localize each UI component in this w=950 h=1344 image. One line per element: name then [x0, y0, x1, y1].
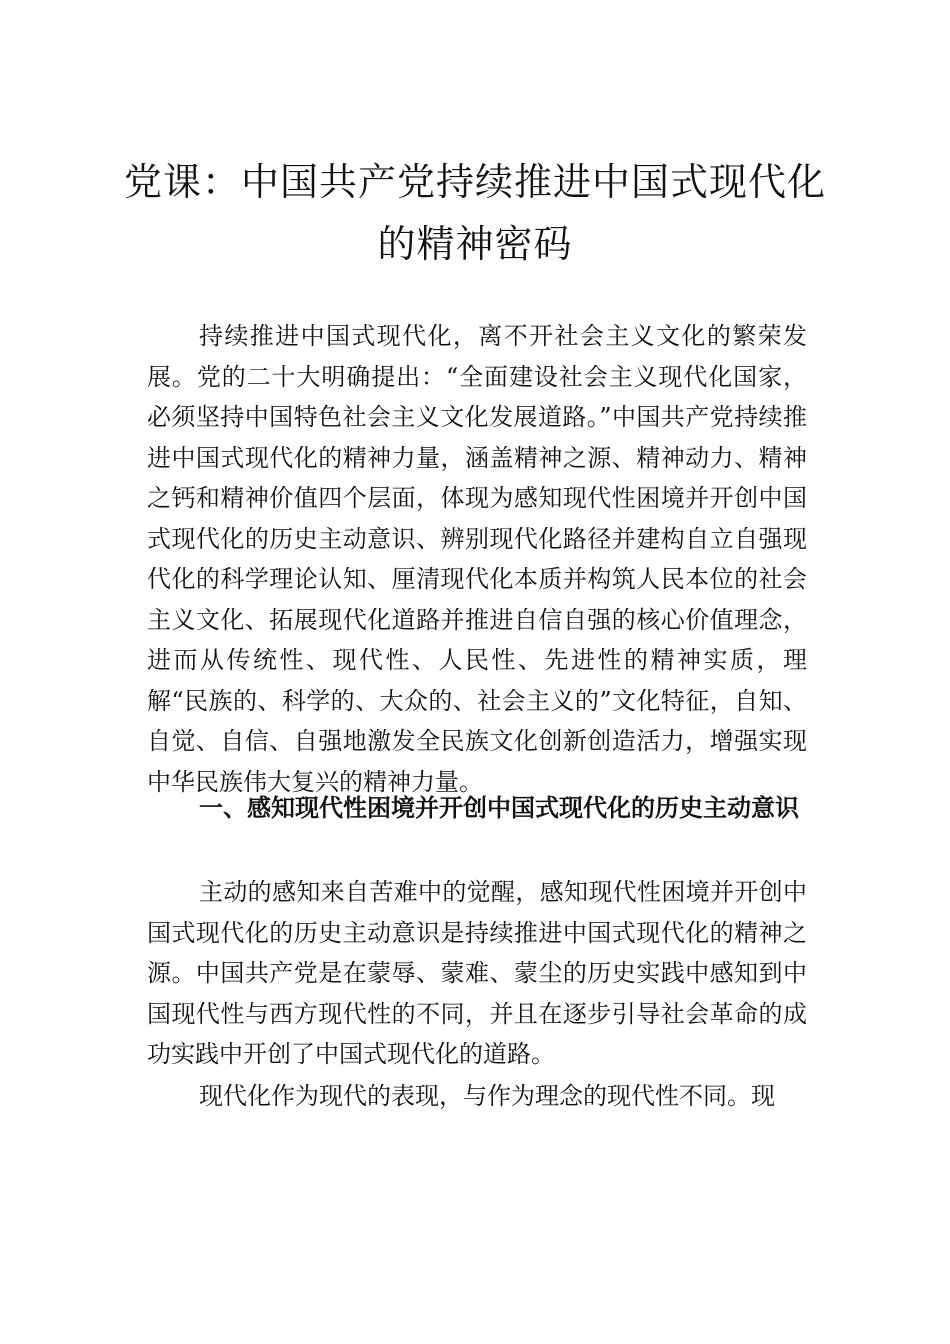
paragraph-intro: 持续推进中国式现代化，离不开社会主义文化的繁荣发展。党的二十大明确提出：“全面建设社会主义现代化国家，必须坚持中国特色社会主义文化发展道路。”中国共产党持续推进中国式现代化的精神力量，涵盖精神之源、精神动力、精神之钙和精神价值四个层面，体现为感知现代性困境并开创中国式现代化的历史主动意识、辨别现代化路径并建构自立自强现代化的科学理论认知、厘清现代化本质并构筑人民本位的社会主义文化、拓展现代化道路并推进自信自强的核心价值理念，进而从传统性、现代性、人民性、先进性的精神实质，理解“民族的、科学的、大众的、社会主义的”文化特征，自知、自觉、自信、自强地激发全民族文化创新创造活力，增强实现中华民族伟大复兴的精神力量。 — [147, 322, 807, 796]
paragraph-section1-b: 现代化作为现代的表现，与作为理念的现代性不同。现 — [199, 1082, 775, 1110]
section-heading-1: 一、感知现代性困境并开创中国式现代化的历史主动意识 — [199, 794, 799, 822]
document-title-line1: 党课：中国共产党持续推进中国式现代化 — [123, 160, 826, 204]
paragraph-section1-a: 主动的感知来自苦难中的觉醒，感知现代性困境并开创中国式现代化的历史主动意识是持续推进中国式现代化的精神之源。中国共产党是在蒙辱、蒙难、蒙尘的历史实践中感知到中国现代性与西方现代性的不同，并且在逐步引导社会革命的成功实践中开创了中国式现代化的道路。 — [147, 878, 807, 1068]
document-title-line2: 的精神密码 — [377, 222, 573, 266]
